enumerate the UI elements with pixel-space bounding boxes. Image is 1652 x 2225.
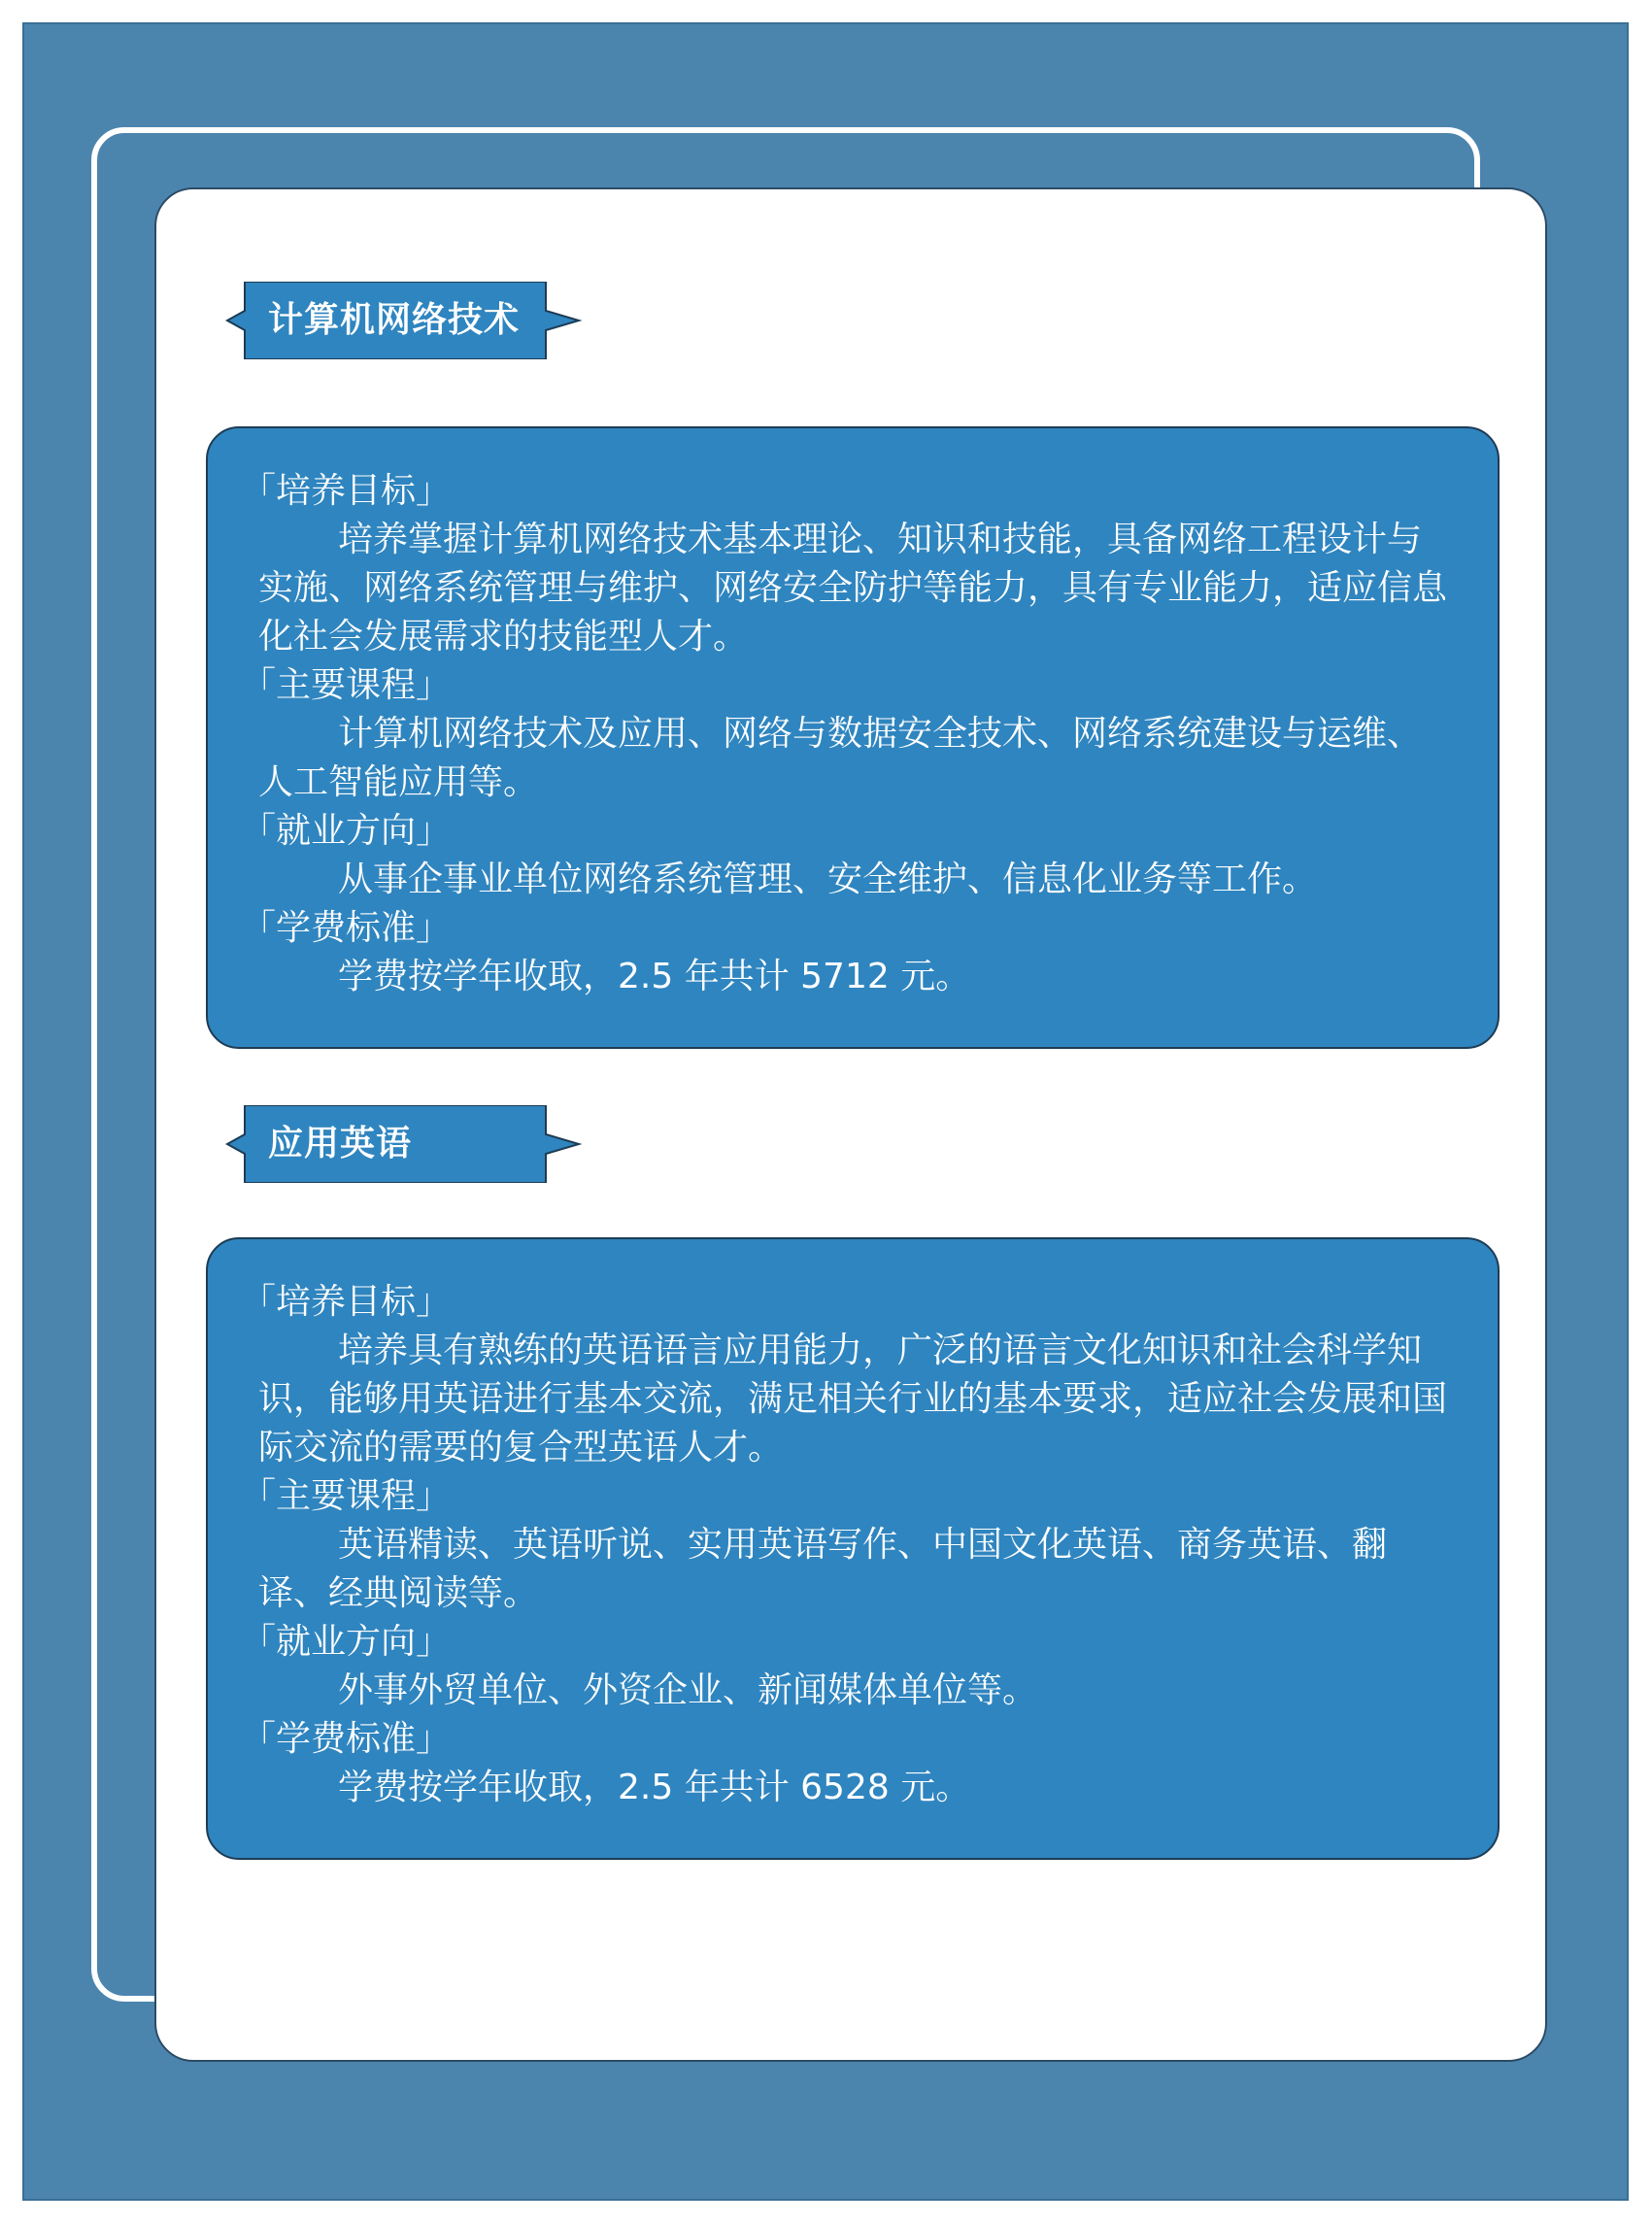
- text-main-courses: 计算机网络技术及应用、网络与数据安全技术、网络系统建设与运维、人工智能应用等。: [258, 714, 1423, 802]
- heading-main-courses: 「主要课程」: [241, 665, 452, 705]
- heading-training-goal: 「培养目标」: [241, 471, 452, 511]
- section-tab-network: [206, 282, 585, 359]
- text-tuition: 学费按学年收取，2.5 年共计 5712 元。: [338, 957, 971, 996]
- text-main-courses: 英语精读、英语听说、实用英语写作、中国文化英语、商务英语、翻译、经典阅读等。: [258, 1525, 1388, 1613]
- text-tuition: 学费按学年收取，2.5 年共计 6528 元。: [338, 1768, 971, 1807]
- info-box-english: [206, 1237, 1500, 1860]
- heading-employment: 「就业方向」: [241, 1622, 452, 1662]
- section-title: 计算机网络技术: [268, 300, 521, 340]
- text-employment: 从事企事业单位网络系统管理、安全维护、信息化业务等工作。: [338, 860, 1318, 899]
- section-tab-english: [206, 1105, 585, 1183]
- heading-tuition: 「学费标准」: [241, 908, 452, 948]
- heading-training-goal: 「培养目标」: [241, 1282, 452, 1322]
- section-title: 应用英语: [268, 1124, 413, 1163]
- info-box-network: [206, 426, 1500, 1049]
- text-employment: 外事外贸单位、外资企业、新闻媒体单位等。: [338, 1670, 1038, 1710]
- heading-main-courses: 「主要课程」: [241, 1476, 452, 1516]
- text-training-goal: 培养具有熟练的英语语言应用能力，广泛的语言文化知识和社会科学知识，能够用英语进行基本交流，满足相关行业的基本要求，适应社会发展和国际交流的需要的复合型英语人才。: [258, 1331, 1448, 1467]
- heading-tuition: 「学费标准」: [241, 1719, 452, 1759]
- text-training-goal: 培养掌握计算机网络技术基本理论、知识和技能，具备网络工程设计与实施、网络系统管理与维护、网络安全防护等能力，具有专业能力，适应信息化社会发展需求的技能型人才。: [258, 520, 1448, 657]
- heading-employment: 「就业方向」: [241, 811, 452, 851]
